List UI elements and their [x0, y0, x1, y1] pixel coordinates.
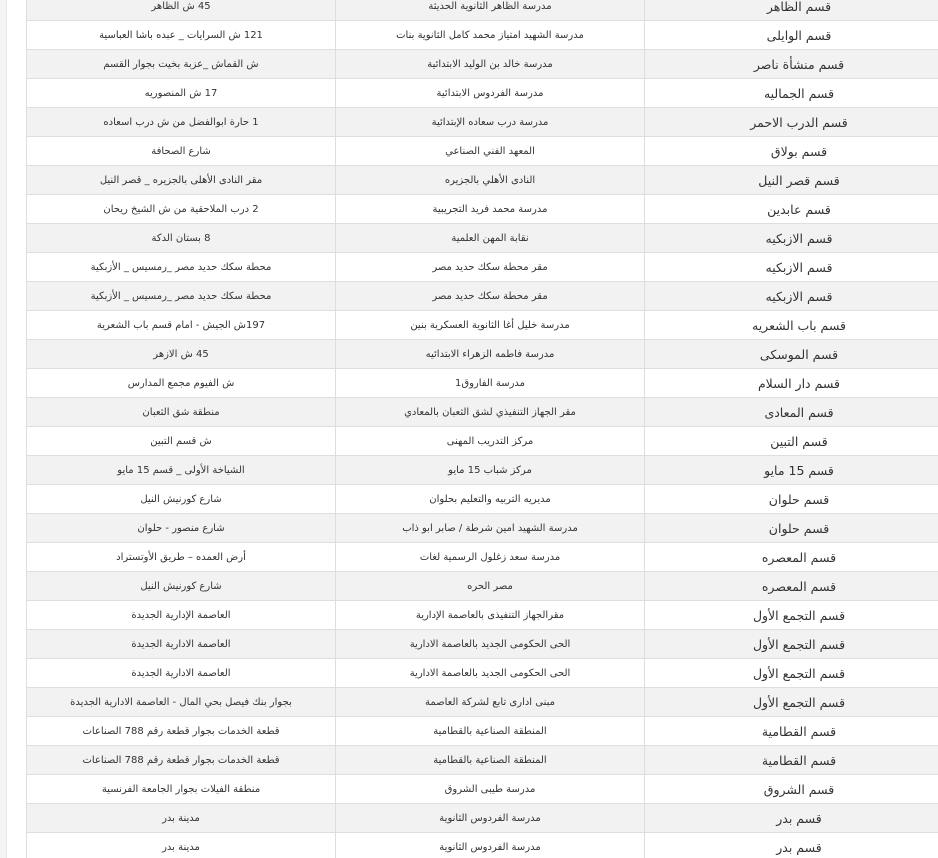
- table-row: [27, 398, 938, 427]
- table-row: [27, 224, 938, 253]
- venue-cell: مدرسة الشهيد امتياز محمد كامل الثانوية بنات: [336, 21, 645, 50]
- address-cell: منطقة شق الثعبان: [27, 398, 336, 427]
- table-row: [27, 50, 938, 79]
- table-row: [27, 514, 938, 543]
- table-row: [27, 717, 938, 746]
- address-cell: مقر النادى الأهلى بالجزيره _ قصر النيل: [27, 166, 336, 195]
- venue-cell: مدرسة خليل أغا الثانوية العسكرية بنين: [336, 311, 645, 340]
- district-cell: قسم قصر النيل: [645, 166, 938, 195]
- district-cell: قسم حلوان: [645, 485, 938, 514]
- address-cell: قطعة الخدمات بجوار قطعة رقم 788 الصناعات: [27, 746, 336, 775]
- table-row: [27, 79, 938, 108]
- district-cell: قسم الجماليه: [645, 79, 938, 108]
- table-row: [27, 746, 938, 775]
- district-cell: قسم التجمع الأول: [645, 601, 938, 630]
- venue-cell: مدرسة الفردوس الثانوية: [336, 804, 645, 833]
- district-cell: قسم الشروق: [645, 775, 938, 804]
- polling-stations-table: [26, 0, 938, 858]
- address-cell: ش قسم التبين: [27, 427, 336, 456]
- venue-cell: مركز التدريب المهنى: [336, 427, 645, 456]
- venue-cell: مقر محطة سكك حديد مصر: [336, 253, 645, 282]
- table-row: [27, 282, 938, 311]
- table-row: [27, 688, 938, 717]
- district-cell: قسم القطامية: [645, 717, 938, 746]
- district-cell: قسم التجمع الأول: [645, 659, 938, 688]
- district-cell: قسم الازبكيه: [645, 253, 938, 282]
- address-cell: شارع كورنيش النيل: [27, 572, 336, 601]
- venue-cell: مديريه التربيه والتعليم بحلوان: [336, 485, 645, 514]
- address-cell: ش القماش _عزبة بخيت بجوار القسم: [27, 50, 336, 79]
- district-cell: قسم باب الشعريه: [645, 311, 938, 340]
- table-row: [27, 166, 938, 195]
- address-cell: 121 ش السرايات _ عبده باشا العباسية: [27, 21, 336, 50]
- venue-cell: مقر محطة سكك حديد مصر: [336, 282, 645, 311]
- district-cell: قسم بدر: [645, 833, 938, 858]
- district-cell: قسم الدرب الاحمر: [645, 108, 938, 137]
- district-cell: قسم المعصره: [645, 572, 938, 601]
- address-cell: منطقة الفيلات بجوار الجامعة الفرنسية: [27, 775, 336, 804]
- venue-cell: المنطقة الصناعية بالقطامية: [336, 717, 645, 746]
- venue-cell: المنطقة الصناعية بالقطامية: [336, 746, 645, 775]
- venue-cell: الحى الحكومى الجديد بالعاصمة الادارية: [336, 630, 645, 659]
- table-row: [27, 195, 938, 224]
- table-row: [27, 427, 938, 456]
- table-row: [27, 253, 938, 282]
- venue-cell: مدرسة طيبى الشروق: [336, 775, 645, 804]
- district-cell: قسم الازبكيه: [645, 282, 938, 311]
- address-cell: العاصمة الادارية الجديدة: [27, 659, 336, 688]
- district-cell: قسم بولاق: [645, 137, 938, 166]
- district-cell: قسم الظاهر: [645, 0, 938, 21]
- district-cell: قسم المعصره: [645, 543, 938, 572]
- address-cell: الشياخة الأولى _ قسم 15 مايو: [27, 456, 336, 485]
- table-row: [27, 137, 938, 166]
- address-cell: 197ش الجيش - امام قسم باب الشعرية: [27, 311, 336, 340]
- address-cell: 8 بستان الدكة: [27, 224, 336, 253]
- address-cell: شارع الصحافة: [27, 137, 336, 166]
- address-cell: مدينة بدر: [27, 804, 336, 833]
- table-row: [27, 369, 938, 398]
- venue-cell: مقر الجهاز التنفيذي لشق الثعبان بالمعادي: [336, 398, 645, 427]
- district-cell: قسم دار السلام: [645, 369, 938, 398]
- address-cell: شارع منصور - حلوان: [27, 514, 336, 543]
- address-cell: أرض العمده – طريق الأوتستراد: [27, 543, 336, 572]
- district-cell: قسم المعادى: [645, 398, 938, 427]
- district-cell: قسم القطامية: [645, 746, 938, 775]
- table-row: [27, 108, 938, 137]
- left-gutter: [0, 0, 7, 858]
- venue-cell: مدرسة فاطمه الزهراء الابتدائيه: [336, 340, 645, 369]
- address-cell: قطعة الخدمات بجوار قطعة رقم 788 الصناعات: [27, 717, 336, 746]
- venue-cell: الحى الحكومى الجديد بالعاصمة الادارية: [336, 659, 645, 688]
- district-cell: قسم منشأة ناصر: [645, 50, 938, 79]
- address-cell: العاصمة الادارية الجديدة: [27, 630, 336, 659]
- address-cell: 2 درب الملاحقية من ش الشيخ ريحان: [27, 195, 336, 224]
- address-cell: 45 ش الازهر: [27, 340, 336, 369]
- table-row: [27, 572, 938, 601]
- venue-cell: مدرسة الفاروق1: [336, 369, 645, 398]
- venue-cell: مدرسة خالد بن الوليد الابتدائية: [336, 50, 645, 79]
- district-cell: قسم الموسكى: [645, 340, 938, 369]
- table-row: [27, 630, 938, 659]
- address-cell: ش الفيوم مجمع المدارس: [27, 369, 336, 398]
- table-row: [27, 340, 938, 369]
- address-cell: 17 ش المنصوريه: [27, 79, 336, 108]
- district-cell: قسم الازبكيه: [645, 224, 938, 253]
- table-row: [27, 775, 938, 804]
- table-row: [27, 311, 938, 340]
- district-cell: قسم بدر: [645, 804, 938, 833]
- venue-cell: مصر الحره: [336, 572, 645, 601]
- venue-cell: مدرسة الفردوس الابتدائية: [336, 79, 645, 108]
- table-row: [27, 0, 938, 21]
- district-cell: قسم الوايلى: [645, 21, 938, 50]
- table-row: [27, 833, 938, 858]
- venue-cell: مدرسة الظاهر الثانوية الحديثة: [336, 0, 645, 21]
- district-cell: قسم التجمع الأول: [645, 630, 938, 659]
- address-cell: محطة سكك حديد مصر _رمسيس _ الأزبكية: [27, 253, 336, 282]
- district-cell: قسم 15 مايو: [645, 456, 938, 485]
- district-cell: قسم عابدين: [645, 195, 938, 224]
- table-row: [27, 485, 938, 514]
- venue-cell: مدرسة سعد زغلول الرسمية لغات: [336, 543, 645, 572]
- venue-cell: مبنى ادارى تابع لشركة العاصمة: [336, 688, 645, 717]
- address-cell: العاصمة الإدارية الجديدة: [27, 601, 336, 630]
- address-cell: 1 حارة ابوالفضل من ش درب اسعاده: [27, 108, 336, 137]
- address-cell: محطة سكك حديد مصر _رمسيس _ الأزبكية: [27, 282, 336, 311]
- venue-cell: النادى الأهلي بالجزيره: [336, 166, 645, 195]
- venue-cell: مركز شباب 15 مايو: [336, 456, 645, 485]
- table-row: [27, 21, 938, 50]
- district-cell: قسم حلوان: [645, 514, 938, 543]
- district-cell: قسم التبين: [645, 427, 938, 456]
- venue-cell: مدرسة محمد فريد التجريبية: [336, 195, 645, 224]
- table-row: [27, 456, 938, 485]
- address-cell: بجوار بنك فيصل بحي المال - العاصمة الادارية الجديدة: [27, 688, 336, 717]
- address-cell: 45 ش الظاهر: [27, 0, 336, 21]
- venue-cell: المعهد الفني الصناعي: [336, 137, 645, 166]
- venue-cell: مدرسة الفردوس الثانوية: [336, 833, 645, 858]
- table-row: [27, 601, 938, 630]
- venue-cell: نقابة المهن العلمية: [336, 224, 645, 253]
- table-row: [27, 804, 938, 833]
- venue-cell: مدرسة درب سعاده الإبتدائية: [336, 108, 645, 137]
- address-cell: شارع كورنيش النيل: [27, 485, 336, 514]
- venue-cell: مقرالجهاز التنفيذى بالعاصمة الإدارية: [336, 601, 645, 630]
- address-cell: مدينة بدر: [27, 833, 336, 858]
- table-body: [27, 0, 938, 858]
- table-row: [27, 543, 938, 572]
- table-row: [27, 659, 938, 688]
- district-cell: قسم التجمع الأول: [645, 688, 938, 717]
- venue-cell: مدرسة الشهيد امين شرطة / صابر ابو ذاب: [336, 514, 645, 543]
